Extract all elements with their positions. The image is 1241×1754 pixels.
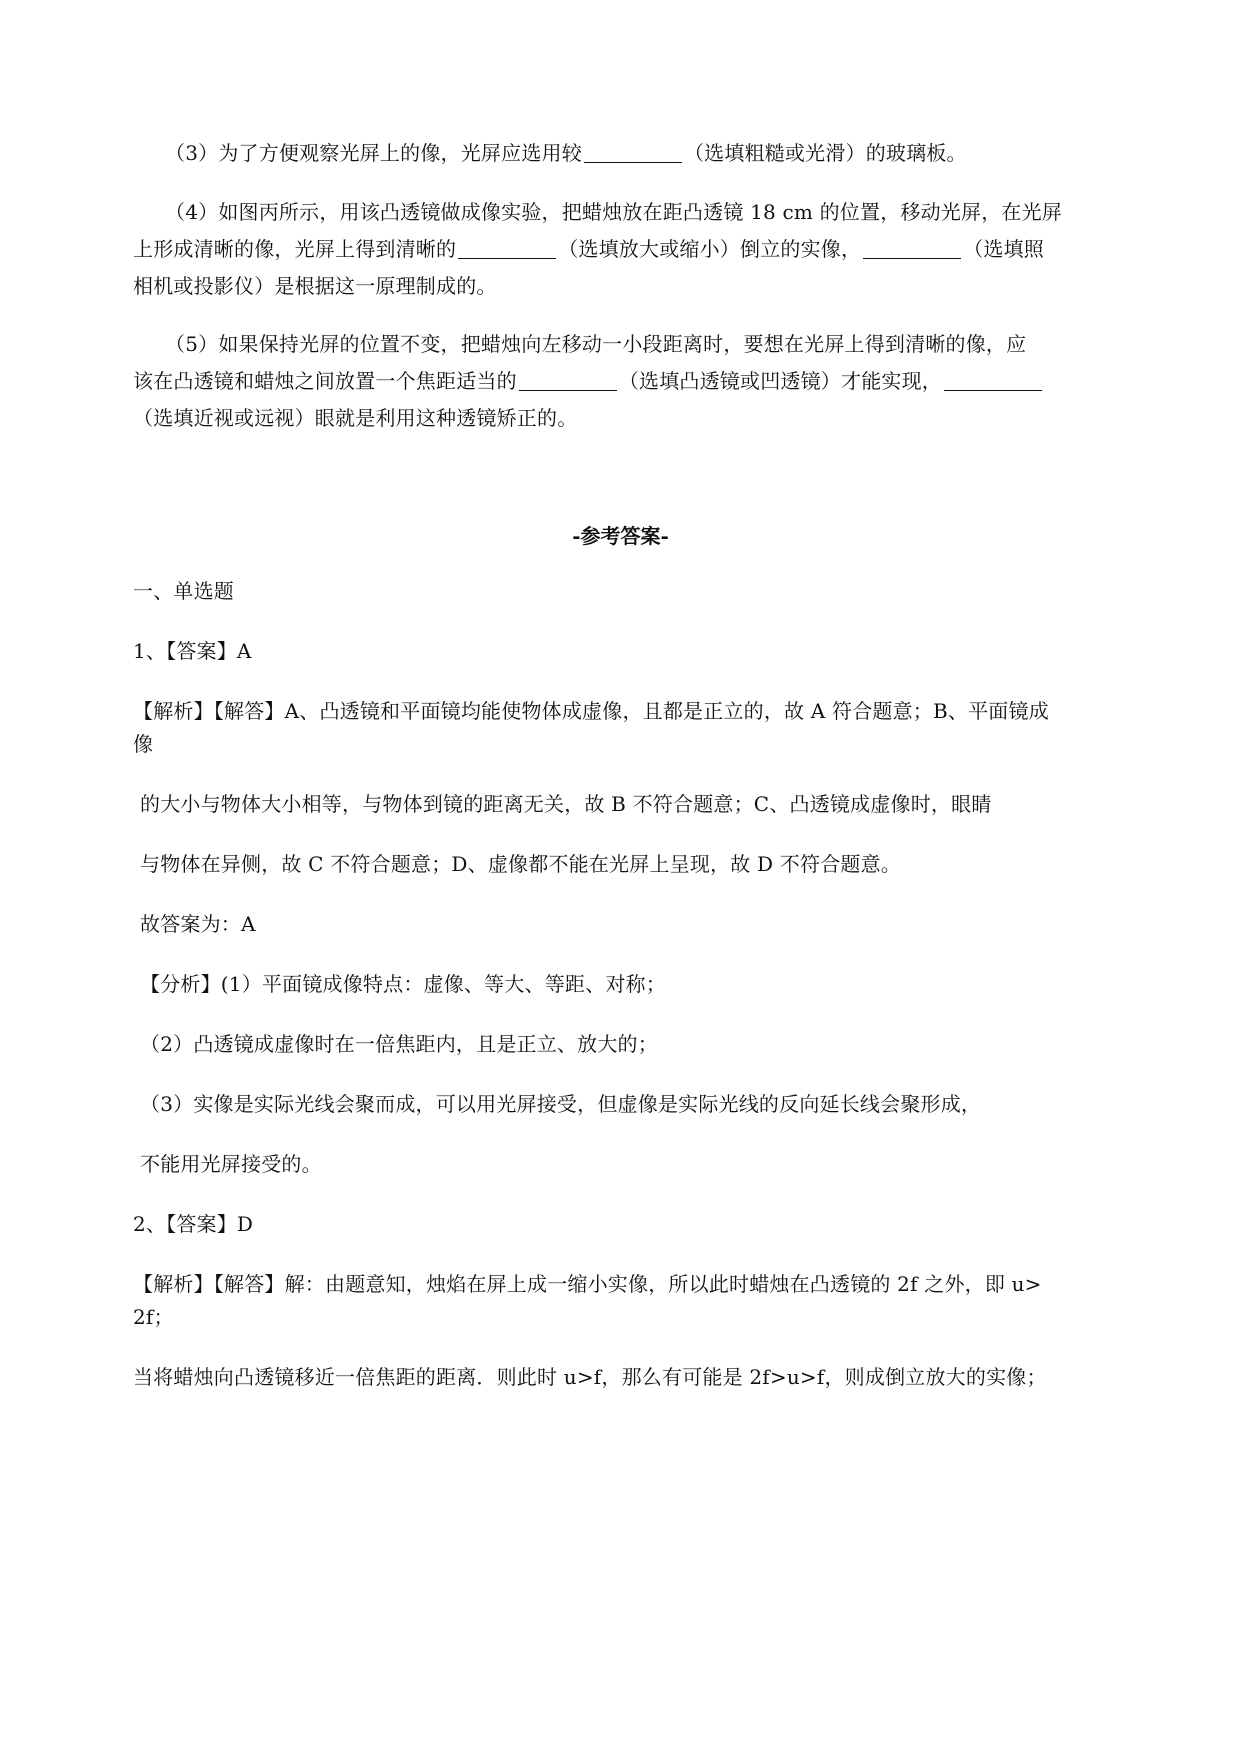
answer-1-fenxi: 【分析】(1）平面镜成像特点：虚像、等大、等距、对称； xyxy=(140,972,666,996)
answer-1-fenxi: 不能用光屏接受的。 xyxy=(140,1152,322,1176)
answer-1-fenxi: （2）凸透镜成虚像时在一倍焦距内，且是正立、放大的； xyxy=(140,1032,658,1056)
question-5-line xyxy=(133,404,577,432)
section-heading: 一、单选题 xyxy=(133,579,234,603)
question-5-text: （选填近视或远视）眼就是利用这种透镜矫正的。 xyxy=(133,406,578,430)
question-4-text: （选填放大或缩小）倒立的实像， xyxy=(558,237,862,261)
question-4-line xyxy=(133,235,1044,263)
question-3-text: （3）为了方便观察光屏上的像，光屏应选用较 xyxy=(165,141,582,165)
question-4-text: （选填照 xyxy=(963,237,1045,261)
answer-1-analysis: 的大小与物体大小相等，与物体到镜的距离无关，故 B 不符合题意；C、凸透镜成虚像时，眼睛 xyxy=(140,792,992,816)
answer-1-label: 1、【答案】A xyxy=(133,639,252,663)
answer-2-label: 2、【答案】D xyxy=(133,1212,254,1236)
answer-blank xyxy=(458,238,556,259)
answer-2-analysis: 【解析】【解答】解：由题意知，烛焰在屏上成一缩小实像，所以此时蜡烛在凸透镜的 2f 之外，即 u> xyxy=(133,1272,1042,1296)
answer-1-fenxi: （3）实像是实际光线会聚而成，可以用光屏接受，但虚像是实际光线的反向延长线会聚形成， xyxy=(140,1092,982,1116)
answer-1-analysis: 与物体在异侧，故 C 不符合题意；D、虚像都不能在光屏上呈现，故 D 不符合题意。 xyxy=(140,852,902,876)
question-3-text: （选填粗糙或光滑）的玻璃板。 xyxy=(683,141,967,165)
question-5-line xyxy=(133,367,1044,395)
question-5-text: （5）如果保持光屏的位置不变，把蜡烛向左移动一小段距离时，要想在光屏上得到清晰的像，应 xyxy=(165,332,1027,356)
question-3 xyxy=(165,139,967,167)
question-5-line xyxy=(165,330,1026,358)
answer-2-analysis: 当将蜡烛向凸透镜移近一倍焦距的距离．则此时 u>f，那么有可能是 2f>u>f，则成倒立放大的实像； xyxy=(133,1365,1047,1389)
answer-1-analysis: 像 xyxy=(133,732,154,756)
answer-blank xyxy=(944,370,1042,391)
question-4-text: 上形成清晰的像，光屏上得到清晰的 xyxy=(133,237,457,261)
answer-1-analysis: 【解析】【解答】A、凸透镜和平面镜均能使物体成虚像，且都是正立的，故 A 符合题意；B、平面镜成 xyxy=(133,699,1049,723)
answer-1-conclusion: 故答案为：A xyxy=(140,912,256,936)
question-5-text: （选填凸透镜或凹透镜）才能实现， xyxy=(618,369,943,393)
answer-blank xyxy=(584,142,682,163)
answer-2-analysis: 2f； xyxy=(133,1305,174,1329)
answer-blank xyxy=(863,238,961,259)
answers-heading: -参考答案- xyxy=(572,524,669,548)
question-4-line xyxy=(133,272,497,300)
question-4-text: 相机或投影仪）是根据这一原理制成的。 xyxy=(133,274,497,298)
question-4-line xyxy=(165,198,1062,226)
question-5-text: 该在凸透镜和蜡烛之间放置一个焦距适当的 xyxy=(133,369,517,393)
answer-blank xyxy=(519,370,617,391)
question-4-text: （4）如图丙所示，用该凸透镜做成像实验，把蜡烛放在距凸透镜 18 cm 的位置，移动光屏，在光屏 xyxy=(165,200,1063,224)
